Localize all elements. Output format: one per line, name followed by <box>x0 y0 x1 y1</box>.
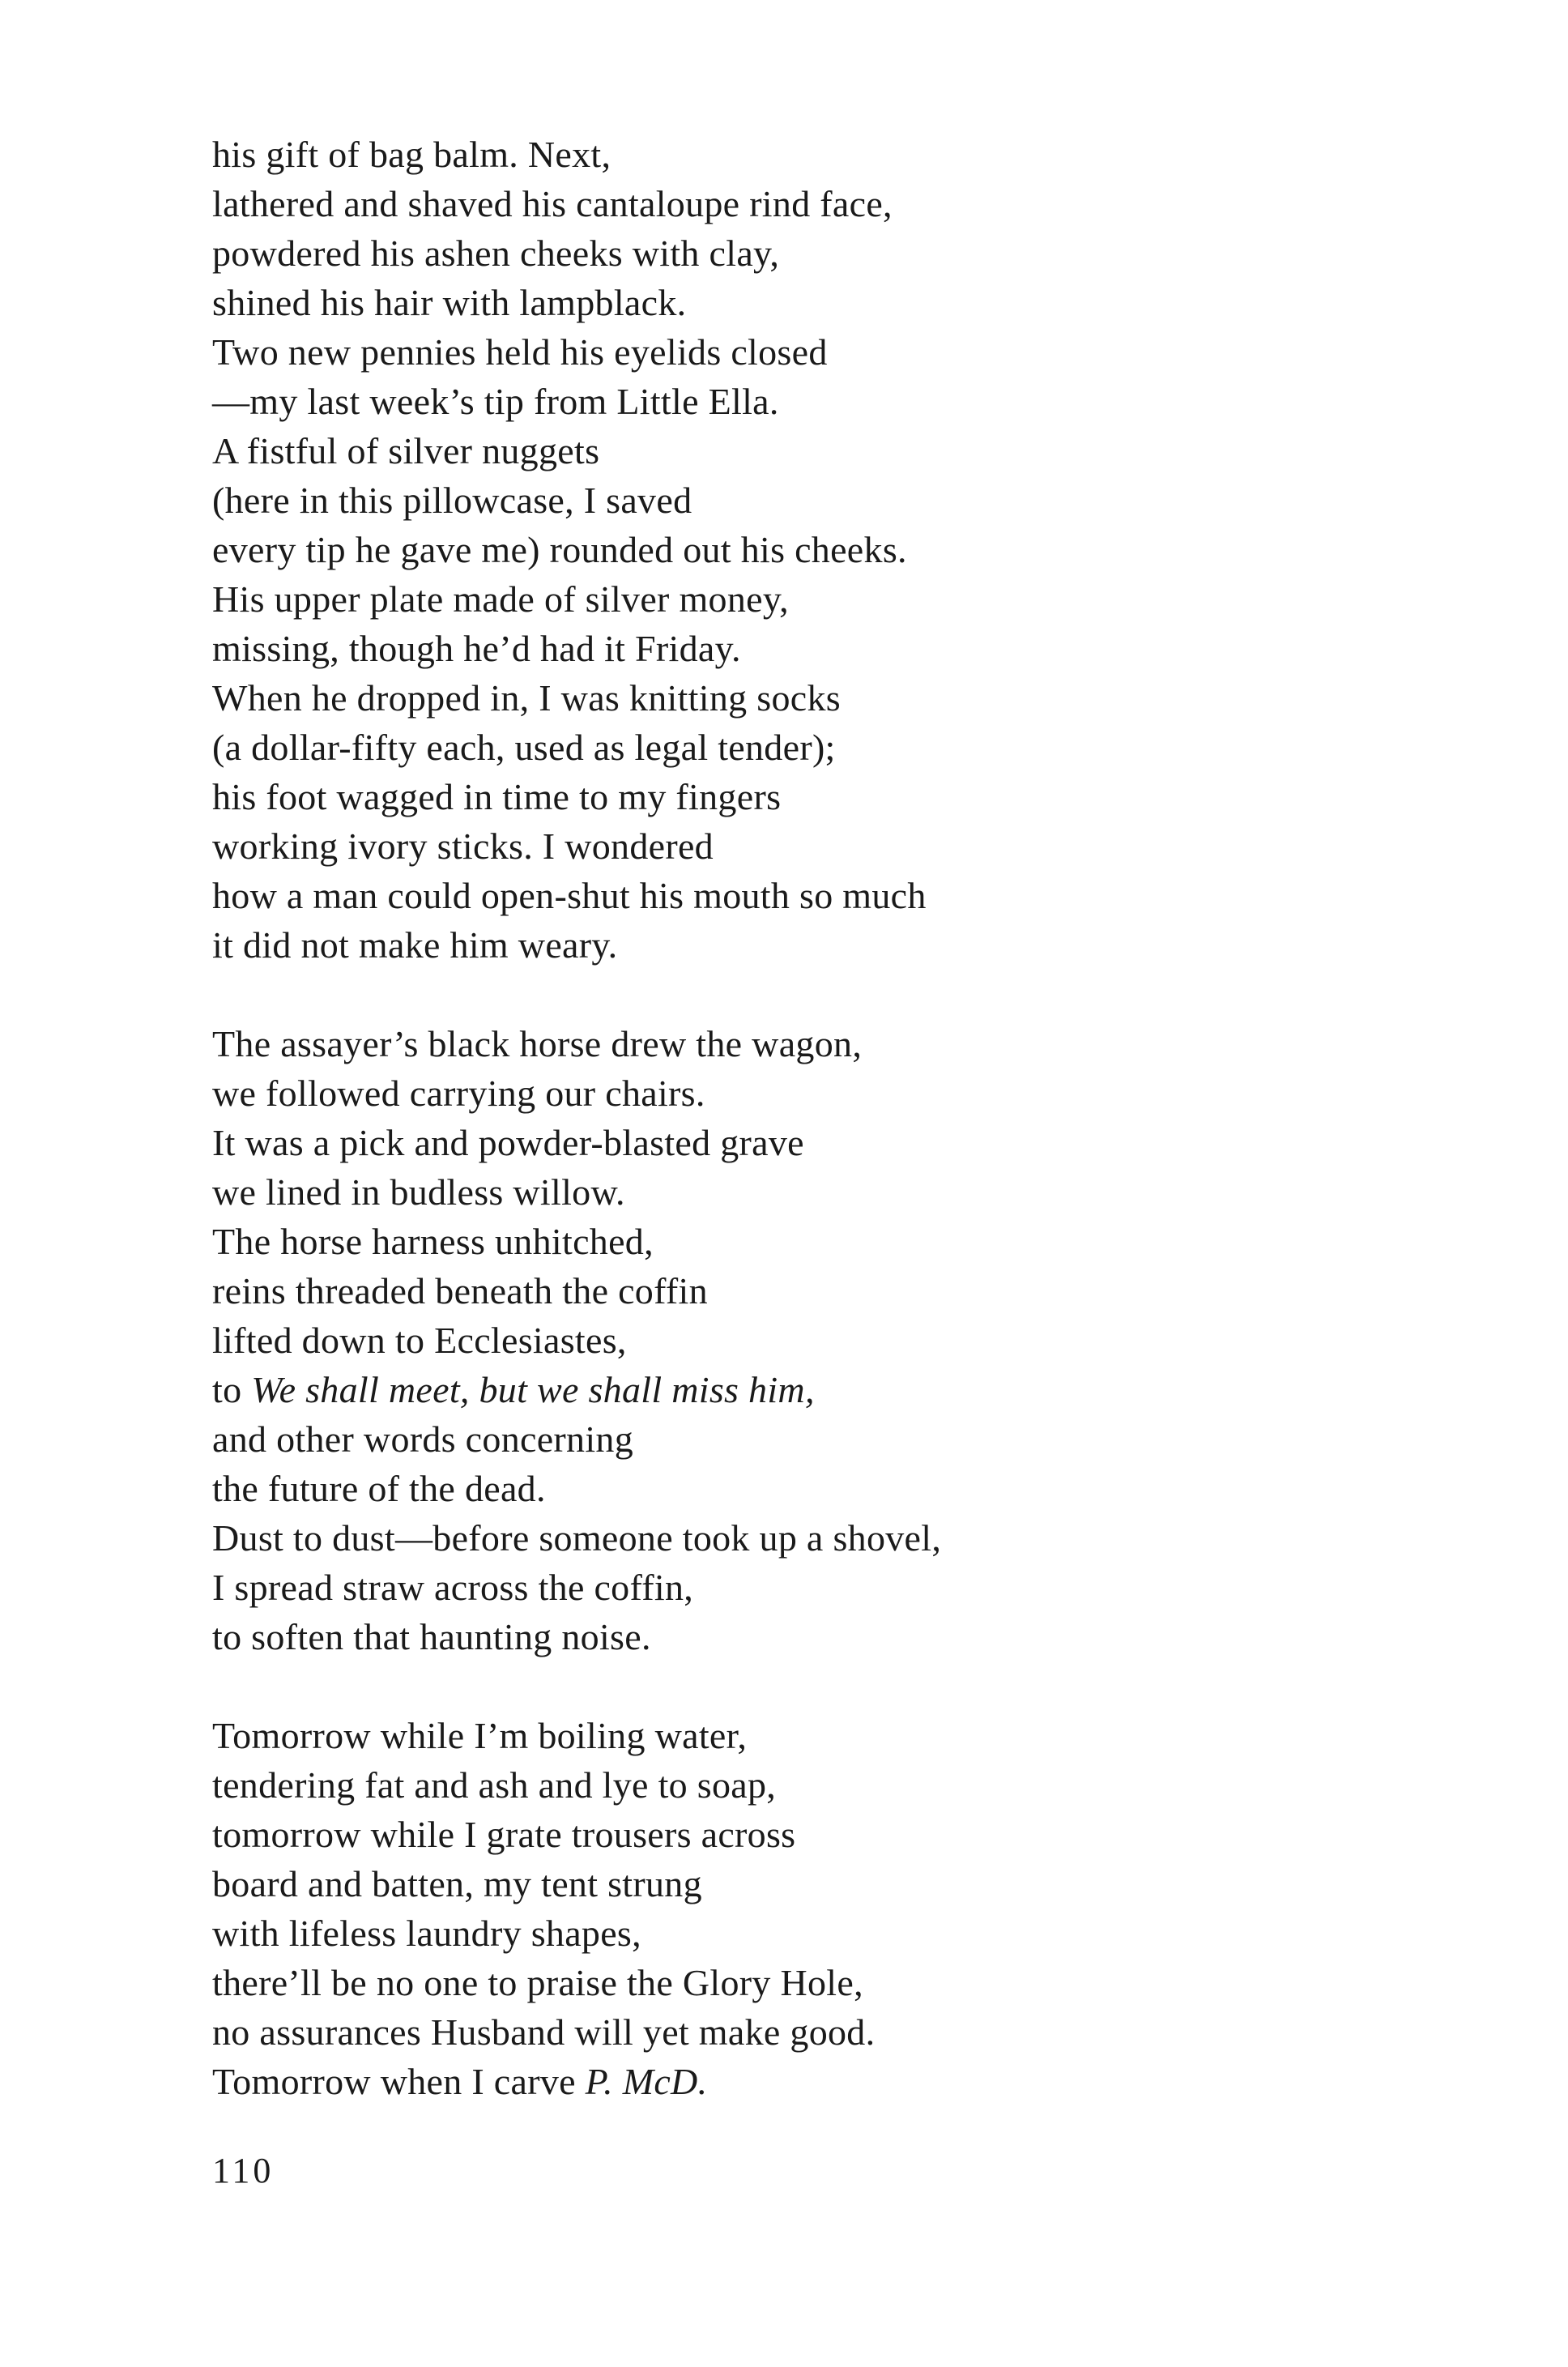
poem-line: how a man could open-shut his mouth so much <box>212 875 927 916</box>
poem-line: to soften that haunting noise. <box>212 1616 651 1657</box>
poem-line: (a dollar-fifty each, used as legal tender); <box>212 727 836 768</box>
poem-line: shined his hair with lampblack. <box>212 282 687 323</box>
italic-quotation: We shall meet, but we shall miss him, <box>251 1369 815 1410</box>
poem-line: working ivory sticks. I wondered <box>212 825 714 867</box>
poem-line: and other words concerning <box>212 1418 634 1460</box>
poem-line: lifted down to Ecclesiastes, <box>212 1320 627 1361</box>
stanza-1 <box>212 130 1427 970</box>
italic-initials: P. McD. <box>585 2061 708 2102</box>
poem-line: Dust to dust—before someone took up a shovel, <box>212 1517 942 1559</box>
poem-line: it did not make him weary. <box>212 924 618 966</box>
poem-line: His upper plate made of silver money, <box>212 578 789 620</box>
poem-line: with lifeless laundry shapes, <box>212 1913 641 1954</box>
poem-line: The assayer’s black horse drew the wagon, <box>212 1023 863 1064</box>
poem-line: every tip he gave me) rounded out his cheeks. <box>212 529 907 570</box>
poem-line: Tomorrow when I carve P. McD. <box>212 2061 708 2102</box>
poem-line: tomorrow while I grate trousers across <box>212 1814 796 1855</box>
poem-line: powdered his ashen cheeks with clay, <box>212 232 780 274</box>
poem-line: (here in this pillowcase, I saved <box>212 480 692 521</box>
poem-line: his foot wagged in time to my fingers <box>212 776 782 817</box>
poem-line: reins threaded beneath the coffin <box>212 1270 708 1311</box>
poem-line: we lined in budless willow. <box>212 1171 625 1213</box>
poem-line: board and batten, my tent strung <box>212 1863 702 1904</box>
poem-line: to We shall meet, but we shall miss him, <box>212 1369 815 1410</box>
stanza-2 <box>212 1019 1427 1661</box>
poem-line: tendering fat and ash and lye to soap, <box>212 1764 777 1806</box>
poem-line: there’ll be no one to praise the Glory Hole, <box>212 1962 863 2003</box>
poem-line: Two new pennies held his eyelids closed <box>212 331 828 373</box>
poem-line: lathered and shaved his cantaloupe rind face, <box>212 183 893 224</box>
poem-line: It was a pick and powder-blasted grave <box>212 1122 804 1163</box>
poem-line: we followed carrying our chairs. <box>212 1073 705 1114</box>
poem-body <box>212 130 1427 2106</box>
poem-line: no assurances Husband will yet make good. <box>212 2011 876 2053</box>
poem-line: the future of the dead. <box>212 1468 546 1509</box>
poem-line: When he dropped in, I was knitting socks <box>212 677 841 719</box>
poem-line: —my last week’s tip from Little Ella. <box>212 381 779 422</box>
poem-line: A fistful of silver nuggets <box>212 430 600 471</box>
poem-line: missing, though he’d had it Friday. <box>212 628 741 669</box>
poem-line: The horse harness unhitched, <box>212 1221 654 1262</box>
poem-line: Tomorrow while I’m boiling water, <box>212 1715 748 1756</box>
stanza-3 <box>212 1711 1427 2106</box>
poem-line: his gift of bag balm. Next, <box>212 134 611 175</box>
poem-line: I spread straw across the coffin, <box>212 1567 694 1608</box>
page-number: 110 <box>212 2151 275 2190</box>
